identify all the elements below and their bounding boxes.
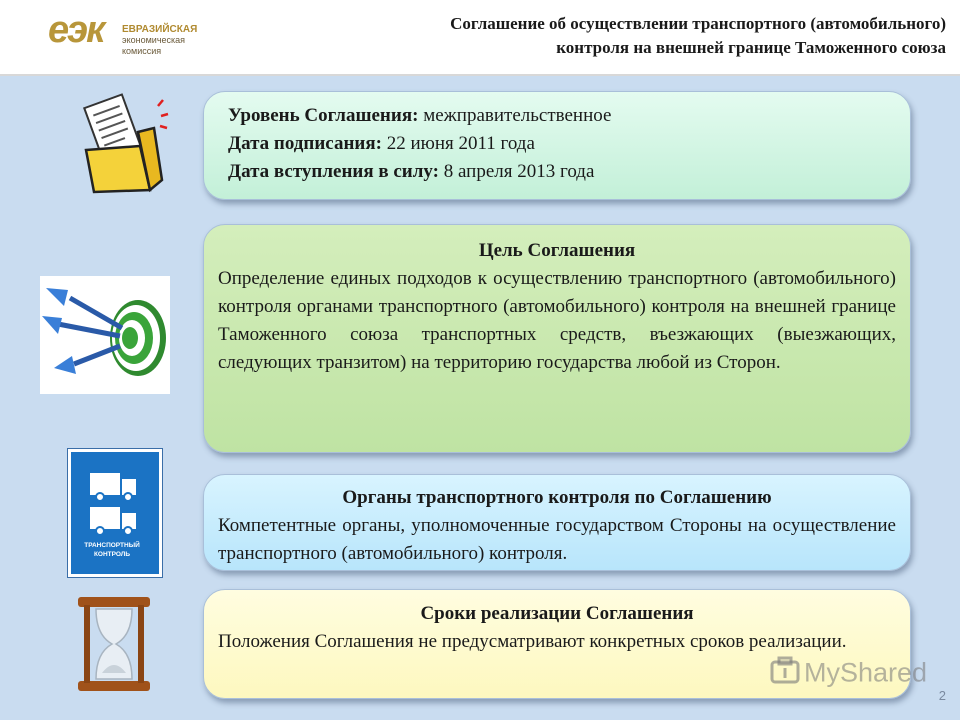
signing-date-value: 22 июня 2011 года: [381, 133, 535, 154]
watermark-text: MyShared: [804, 657, 928, 688]
effective-date-label: Дата вступления в силу:: [228, 161, 439, 182]
hourglass-icon: [76, 595, 152, 693]
timing-title: Сроки реализации Соглашения: [420, 603, 694, 624]
documents-folder-icon: [80, 92, 176, 194]
organs-title: Органы транспортного контроля по Соглашению: [342, 487, 772, 508]
slide-header: [0, 0, 960, 76]
organs-text: Компетентные органы, уполномоченные государством Стороны на осуществление транспортного (автомобильного) контроля.: [218, 515, 896, 564]
effective-date-line: [228, 158, 886, 186]
signing-date-line: [228, 130, 886, 158]
agreement-level-line: [228, 102, 886, 130]
eec-logo: [48, 10, 208, 66]
myshared-logo-icon: [770, 656, 804, 693]
page-number: 2: [938, 688, 946, 703]
transport-control-sign-icon: [68, 449, 162, 577]
logo-text-line1: ЕВРАЗИЙСКАЯ: [122, 24, 198, 35]
goal-title: Цель Соглашения: [478, 240, 636, 261]
slide-title: [266, 12, 946, 60]
logo-text: [122, 24, 197, 57]
slide-title-line2: контроля на внешней границе Таможенного союза: [556, 38, 946, 57]
control-organs-box: [203, 474, 911, 571]
agreement-goal-box: [203, 224, 911, 453]
watermark: [770, 656, 927, 692]
slide-title-line1: Соглашение об осуществлении транспортного (автомобильного): [450, 14, 946, 33]
agreement-level-value: межправительственное: [418, 105, 612, 126]
agreement-info-box: [203, 91, 911, 200]
logo-text-line2: экономическая: [122, 35, 186, 45]
goal-text: Определение единых подходов к осуществлению транспортного (автомобильного) контроля органами транспортного (автомобильного) контроля на внешней границе Таможенного союза транспортных средств, въезжающих (выезжающих, следующих транзитом) на территорию государства любой из Сторон.: [218, 268, 896, 373]
signing-date-label: Дата подписания:: [228, 133, 382, 154]
target-darts-icon: [40, 276, 170, 394]
effective-date-value: 8 апреля 2013 года: [439, 161, 595, 182]
agreement-level-label: Уровень Соглашения:: [228, 105, 419, 126]
logo-mark: еэк: [48, 9, 104, 51]
logo-text-line3: комиссия: [122, 46, 162, 56]
timing-text: Положения Соглашения не предусматривают конкретных сроков реализации.: [218, 631, 847, 652]
sign-caption: ТРАНСПОРТНЫЙ КОНТРОЛЬ: [84, 542, 140, 558]
